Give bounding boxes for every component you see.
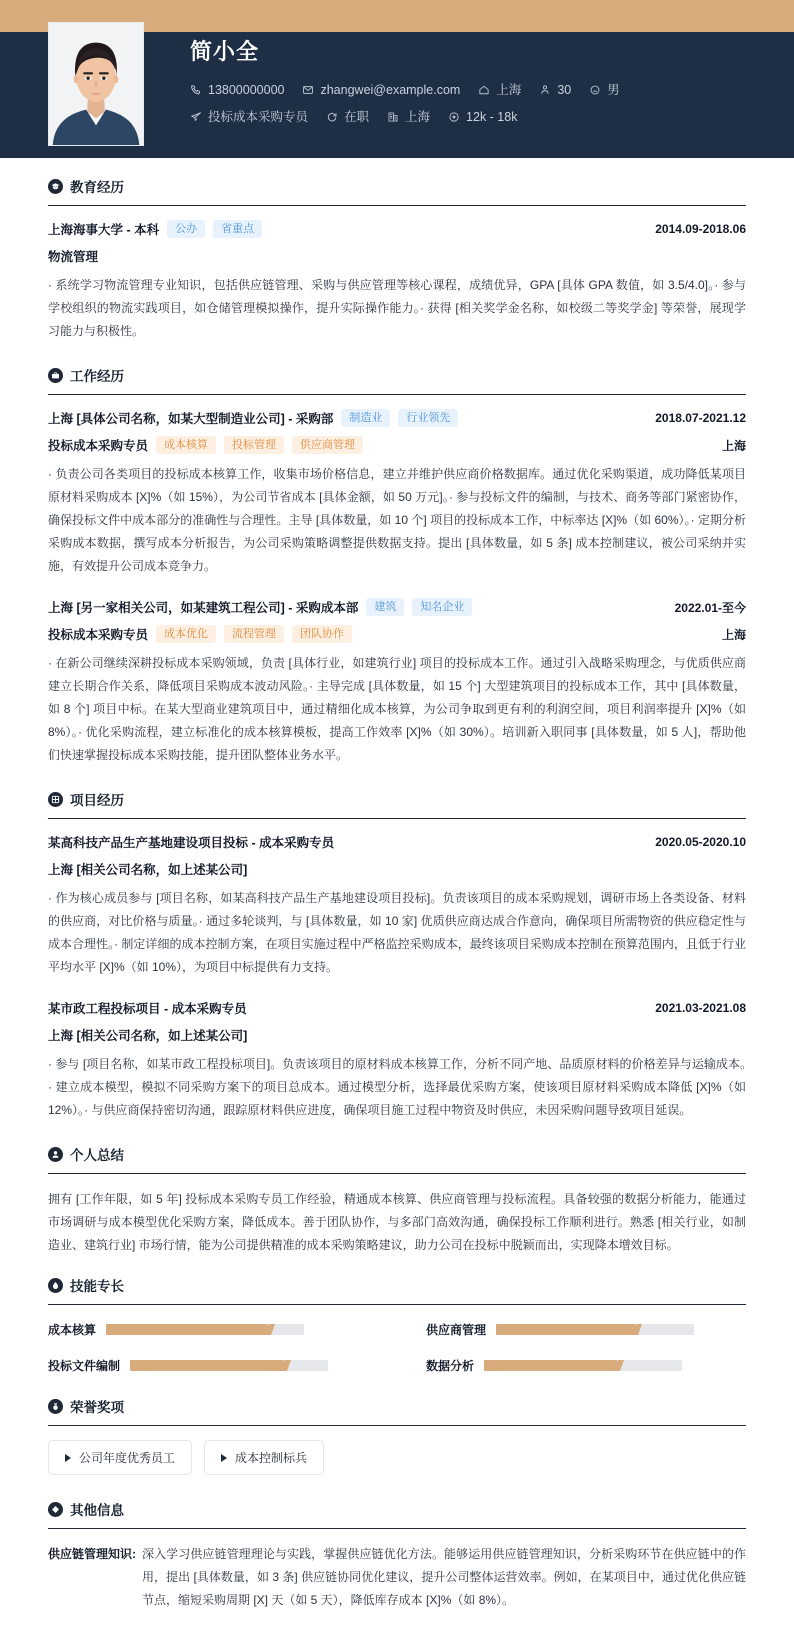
skills-grid (48, 1319, 746, 1378)
section-title-projects: 项目经历 (70, 793, 124, 808)
contact-row-secondary (190, 107, 638, 127)
section-header-other-info (48, 1499, 746, 1528)
medal-icon (48, 1399, 63, 1414)
work-entry-head (48, 598, 746, 616)
skill-progress-fill (106, 1324, 268, 1335)
other-info-label: 供应链管理知识: (48, 1547, 136, 1561)
contact-phone-text: 13800000000 (208, 83, 285, 97)
work-location: 上海 (721, 627, 746, 642)
droplet-icon (48, 1278, 63, 1293)
skill-item (426, 1321, 746, 1338)
work-city-text: 上海 (405, 110, 431, 124)
user-icon (48, 1147, 63, 1162)
honor-chip[interactable] (204, 1440, 324, 1475)
skill-label: 投标文件编制 (48, 1359, 121, 1373)
project-entry-head (48, 999, 746, 1017)
work-role-row (48, 436, 746, 454)
contact-phone (190, 80, 284, 100)
section-header-skills (48, 1275, 746, 1304)
contact-email (302, 80, 460, 100)
company-tag: 建筑 (366, 598, 404, 616)
divider (48, 1173, 746, 1174)
info-icon (48, 1502, 63, 1517)
building-icon (387, 111, 399, 123)
skill-progress-bar (106, 1324, 304, 1335)
project-entry (48, 833, 746, 979)
work-description: · 在新公司继续深耕投标成本采购领域，负责 [具体行业，如建筑行业] 项目的投标成本工作。通过引入战略采购理念，与优质供应商建立长期合作关系，降低项目采购成本波动风险。· 主导完成 [具体数量，如 15 个] 大型建筑项目的投标成本工作，其中 [具体数量，如 8 个] 项目中标。在某大型商业建筑项目中，通过精细化成本核算，为公司争取到更有利的利润空间，项目利润率提升 [X]%（如 8%）。· 优化采购流程，建立标准化的成本核算模板，提高工作效率 [X]%（如 30%）。培训新入职同事 [具体数量，如 5 人]，帮助他们快速掌握投标成本采购技能，提升团队整体业务水平。 (48, 656, 746, 762)
skill-progress-fill (496, 1324, 635, 1335)
skill-label: 数据分析 (426, 1359, 475, 1373)
home-icon (478, 84, 490, 96)
section-title-education: 教育经历 (70, 180, 124, 195)
work-entry (48, 598, 746, 767)
other-info-item (48, 1543, 746, 1612)
job-title: 投标成本采购专员 (48, 439, 149, 453)
status-icon (326, 111, 338, 123)
contact-email-text: zhangwei@example.com (320, 83, 461, 97)
mail-icon (302, 84, 314, 96)
play-triangle-icon (65, 1454, 71, 1462)
skill-tag: 团队协作 (292, 625, 352, 643)
skill-tag: 投标管理 (224, 436, 284, 454)
salary-expectation (448, 107, 517, 127)
person-icon (539, 84, 551, 96)
work-entry-head (48, 409, 746, 427)
contact-city-text: 上海 (496, 83, 522, 97)
section-honors (48, 1378, 746, 1481)
job-status-text: 在职 (344, 110, 370, 124)
work-entry (48, 409, 746, 578)
skill-tag: 成本优化 (156, 625, 216, 643)
gender-icon (589, 84, 601, 96)
divider (48, 1425, 746, 1426)
section-work (48, 347, 746, 767)
education-entry (48, 220, 746, 343)
work-date: 2018.07-2021.12 (655, 411, 746, 425)
skill-progress-bar (496, 1324, 694, 1335)
project-description: · 作为核心成员参与 [项目名称，如某高科技产品生产基地建设项目投标]。负责该项目的成本采购规划，调研市场上各类设备、材料的供应商，对比价格与质量。· 通过多轮谈判，与 [具体数量，如 10 家] 优质供应商达成合作意向，确保项目所需物资的供应稳定性与成本合理性。· 制定详细的成本控制方案，在项目实施过程中严格监控采购成本，最终该项目采购成本控制在预算范围内，且低于行业平均水平 [X]%（如 10%），为项目中标提供有力支持。 (48, 891, 746, 974)
honor-chip[interactable] (48, 1440, 192, 1475)
divider (48, 394, 746, 395)
section-summary (48, 1126, 746, 1257)
skill-item (48, 1321, 368, 1338)
skill-tag: 流程管理 (224, 625, 284, 643)
section-projects (48, 771, 746, 1122)
work-role-row (48, 625, 746, 643)
job-title: 投标成本采购专员 (48, 628, 149, 642)
skill-tag: 供应商管理 (292, 436, 363, 454)
section-title-honors: 荣誉奖项 (70, 1400, 124, 1415)
job-status (326, 107, 369, 127)
education-tag: 省重点 (213, 220, 262, 238)
salary-icon (448, 111, 460, 123)
summary-text: 拥有 [工作年限，如 5 年] 投标成本采购专员工作经验，精通成本核算、供应商管理与投标流程。具备较强的数据分析能力，能通过市场调研与成本模型优化采购方案，降低成本。善于团队协作，与多部门高效沟通，确保投标工作顺利进行。熟悉 [相关行业，如制造业、建筑行业] 市场行情，能为公司提供精准的成本采购策略建议，助力公司在投标中脱颖而出，实现降本增效目标。 (48, 1192, 746, 1252)
project-company-row (48, 1026, 746, 1044)
project-company: 上海 [相关公司名称，如上述某公司] (48, 1029, 248, 1043)
project-date: 2020.05-2020.10 (655, 835, 746, 849)
divider (48, 1304, 746, 1305)
section-title-summary: 个人总结 (70, 1148, 124, 1163)
contact-city (478, 80, 521, 100)
skill-item (48, 1357, 368, 1374)
education-major: 物流管理 (48, 250, 99, 264)
company-tag: 行业领先 (398, 409, 458, 427)
work-city (387, 107, 430, 127)
education-date: 2014.09-2018.06 (655, 222, 746, 236)
section-header-education (48, 176, 746, 205)
skill-item (426, 1357, 746, 1374)
section-header-honors (48, 1396, 746, 1425)
contact-gender-text: 男 (607, 83, 620, 97)
education-tag: 公办 (167, 220, 205, 238)
section-header-summary (48, 1144, 746, 1173)
honor-label: 成本控制标兵 (235, 1451, 308, 1465)
section-education (48, 158, 746, 343)
divider (48, 1528, 746, 1529)
project-entry (48, 999, 746, 1122)
project-description: · 参与 [项目名称，如某市政工程投标项目]。负责该项目的原材料成本核算工作，分析不同产地、品质原材料的价格差异与运输成本。· 建立成本模型，模拟不同采购方案下的项目总成本。通过模型分析，选择最优采购方案，使该项目原材料采购成本降低 [X]%（如 12%）。· 与供应商保持密切沟通，跟踪原材料供应进度，确保项目施工过程中物资及时供应，未因采购问题导致项目延误。 (48, 1057, 746, 1117)
project-entry-head (48, 833, 746, 851)
project-name: 某高科技产品生产基地建设项目投标 - 成本采购专员 (48, 836, 335, 850)
section-skills (48, 1257, 746, 1378)
company-tag: 知名企业 (412, 598, 472, 616)
paperplane-icon (190, 111, 202, 123)
contact-gender (589, 80, 620, 100)
section-other-info (48, 1481, 746, 1612)
skill-progress-bar (130, 1360, 328, 1371)
company-tag: 制造业 (341, 409, 390, 427)
skill-progress-fill (130, 1360, 284, 1371)
page-title: 简小全 (190, 39, 260, 64)
skill-progress-bar (484, 1360, 682, 1371)
company-name: 上海 [具体公司名称，如某大型制造业公司] - 采购部 (48, 412, 334, 426)
education-entry-head (48, 220, 746, 238)
project-company-row (48, 860, 746, 878)
honors-list (48, 1440, 746, 1481)
project-name: 某市政工程投标项目 - 成本采购专员 (48, 1002, 247, 1016)
work-date: 2022.01-至今 (674, 600, 746, 615)
project-company: 上海 [相关公司名称，如上述某公司] (48, 863, 248, 877)
contact-row-primary (190, 80, 638, 100)
company-name: 上海 [另一家相关公司，如某建筑工程公司] - 采购成本部 (48, 601, 359, 615)
contact-age-text: 30 (557, 83, 572, 97)
play-triangle-icon (221, 1454, 227, 1462)
section-title-work: 工作经历 (70, 369, 124, 384)
skill-tag: 成本核算 (156, 436, 216, 454)
graduation-icon (48, 179, 63, 194)
project-date: 2021.03-2021.08 (655, 1001, 746, 1015)
section-header-work (48, 365, 746, 394)
skill-progress-fill (484, 1360, 617, 1371)
work-description: · 负责公司各类项目的投标成本核算工作，收集市场价格信息，建立并维护供应商价格数据库。通过优化采购渠道，成功降低某项目原材料采购成本 [X]%（如 15%），为公司节省成本 [具体金额，如 50 万元]。· 参与投标文件的编制，与技术、商务等部门紧密协作，确保投标文件中成本部分的准确性与合理性。主导 [具体数量，如 10 个] 项目的投标成本工作，中标率达 [X]%（如 60%）。· 定期分析采购成本数据，撰写成本分析报告，为公司采购策略调整提供数据支持。提出 [具体数量，如 5 条] 成本控制建议，被公司采纳并实施，有效提升公司成本竞争力。 (48, 467, 746, 573)
skill-label: 供应商管理 (426, 1323, 487, 1337)
section-title-skills: 技能专长 (70, 1279, 124, 1294)
phone-icon (190, 84, 202, 96)
briefcase-icon (48, 368, 63, 383)
honor-label: 公司年度优秀员工 (79, 1451, 176, 1465)
section-header-projects (48, 789, 746, 818)
resume-header (0, 0, 794, 158)
grid-icon (48, 792, 63, 807)
work-location: 上海 (721, 438, 746, 453)
desired-position-text: 投标成本采购专员 (208, 110, 309, 124)
contact-age (539, 80, 571, 100)
desired-position (190, 107, 308, 127)
salary-text: 12k - 18k (466, 110, 518, 124)
divider (48, 818, 746, 819)
section-title-other-info: 其他信息 (70, 1503, 124, 1518)
skill-label: 成本核算 (48, 1323, 97, 1337)
other-info-text: 深入学习供应链管理理论与实践，掌握供应链优化方法。能够运用供应链管理知识，分析采购环节在供应链中的作用，提出 [具体数量，如 3 条] 供应链协同优化建议，提升公司整体运营效率。例如，在某项目中，通过优化供应链节点，缩短采购周期 [X] 天（如 5 天），降低库存成本 [X]%（如 8%）。 (142, 1547, 746, 1607)
divider (48, 205, 746, 206)
education-description: · 系统学习物流管理专业知识，包括供应链管理、采购与供应管理等核心课程，成绩优异，GPA [具体 GPA 数值，如 3.5/4.0]。· 参与学校组织的物流实践项目，如仓储管理模拟操作，提升实际操作能力。· 获得 [相关奖学金名称，如校级二等奖学金] 等荣誉，展现学习能力与积极性。 (48, 278, 746, 338)
school-name: 上海海事大学 - 本科 (48, 223, 160, 237)
avatar (48, 22, 144, 146)
education-major-row (48, 247, 746, 265)
